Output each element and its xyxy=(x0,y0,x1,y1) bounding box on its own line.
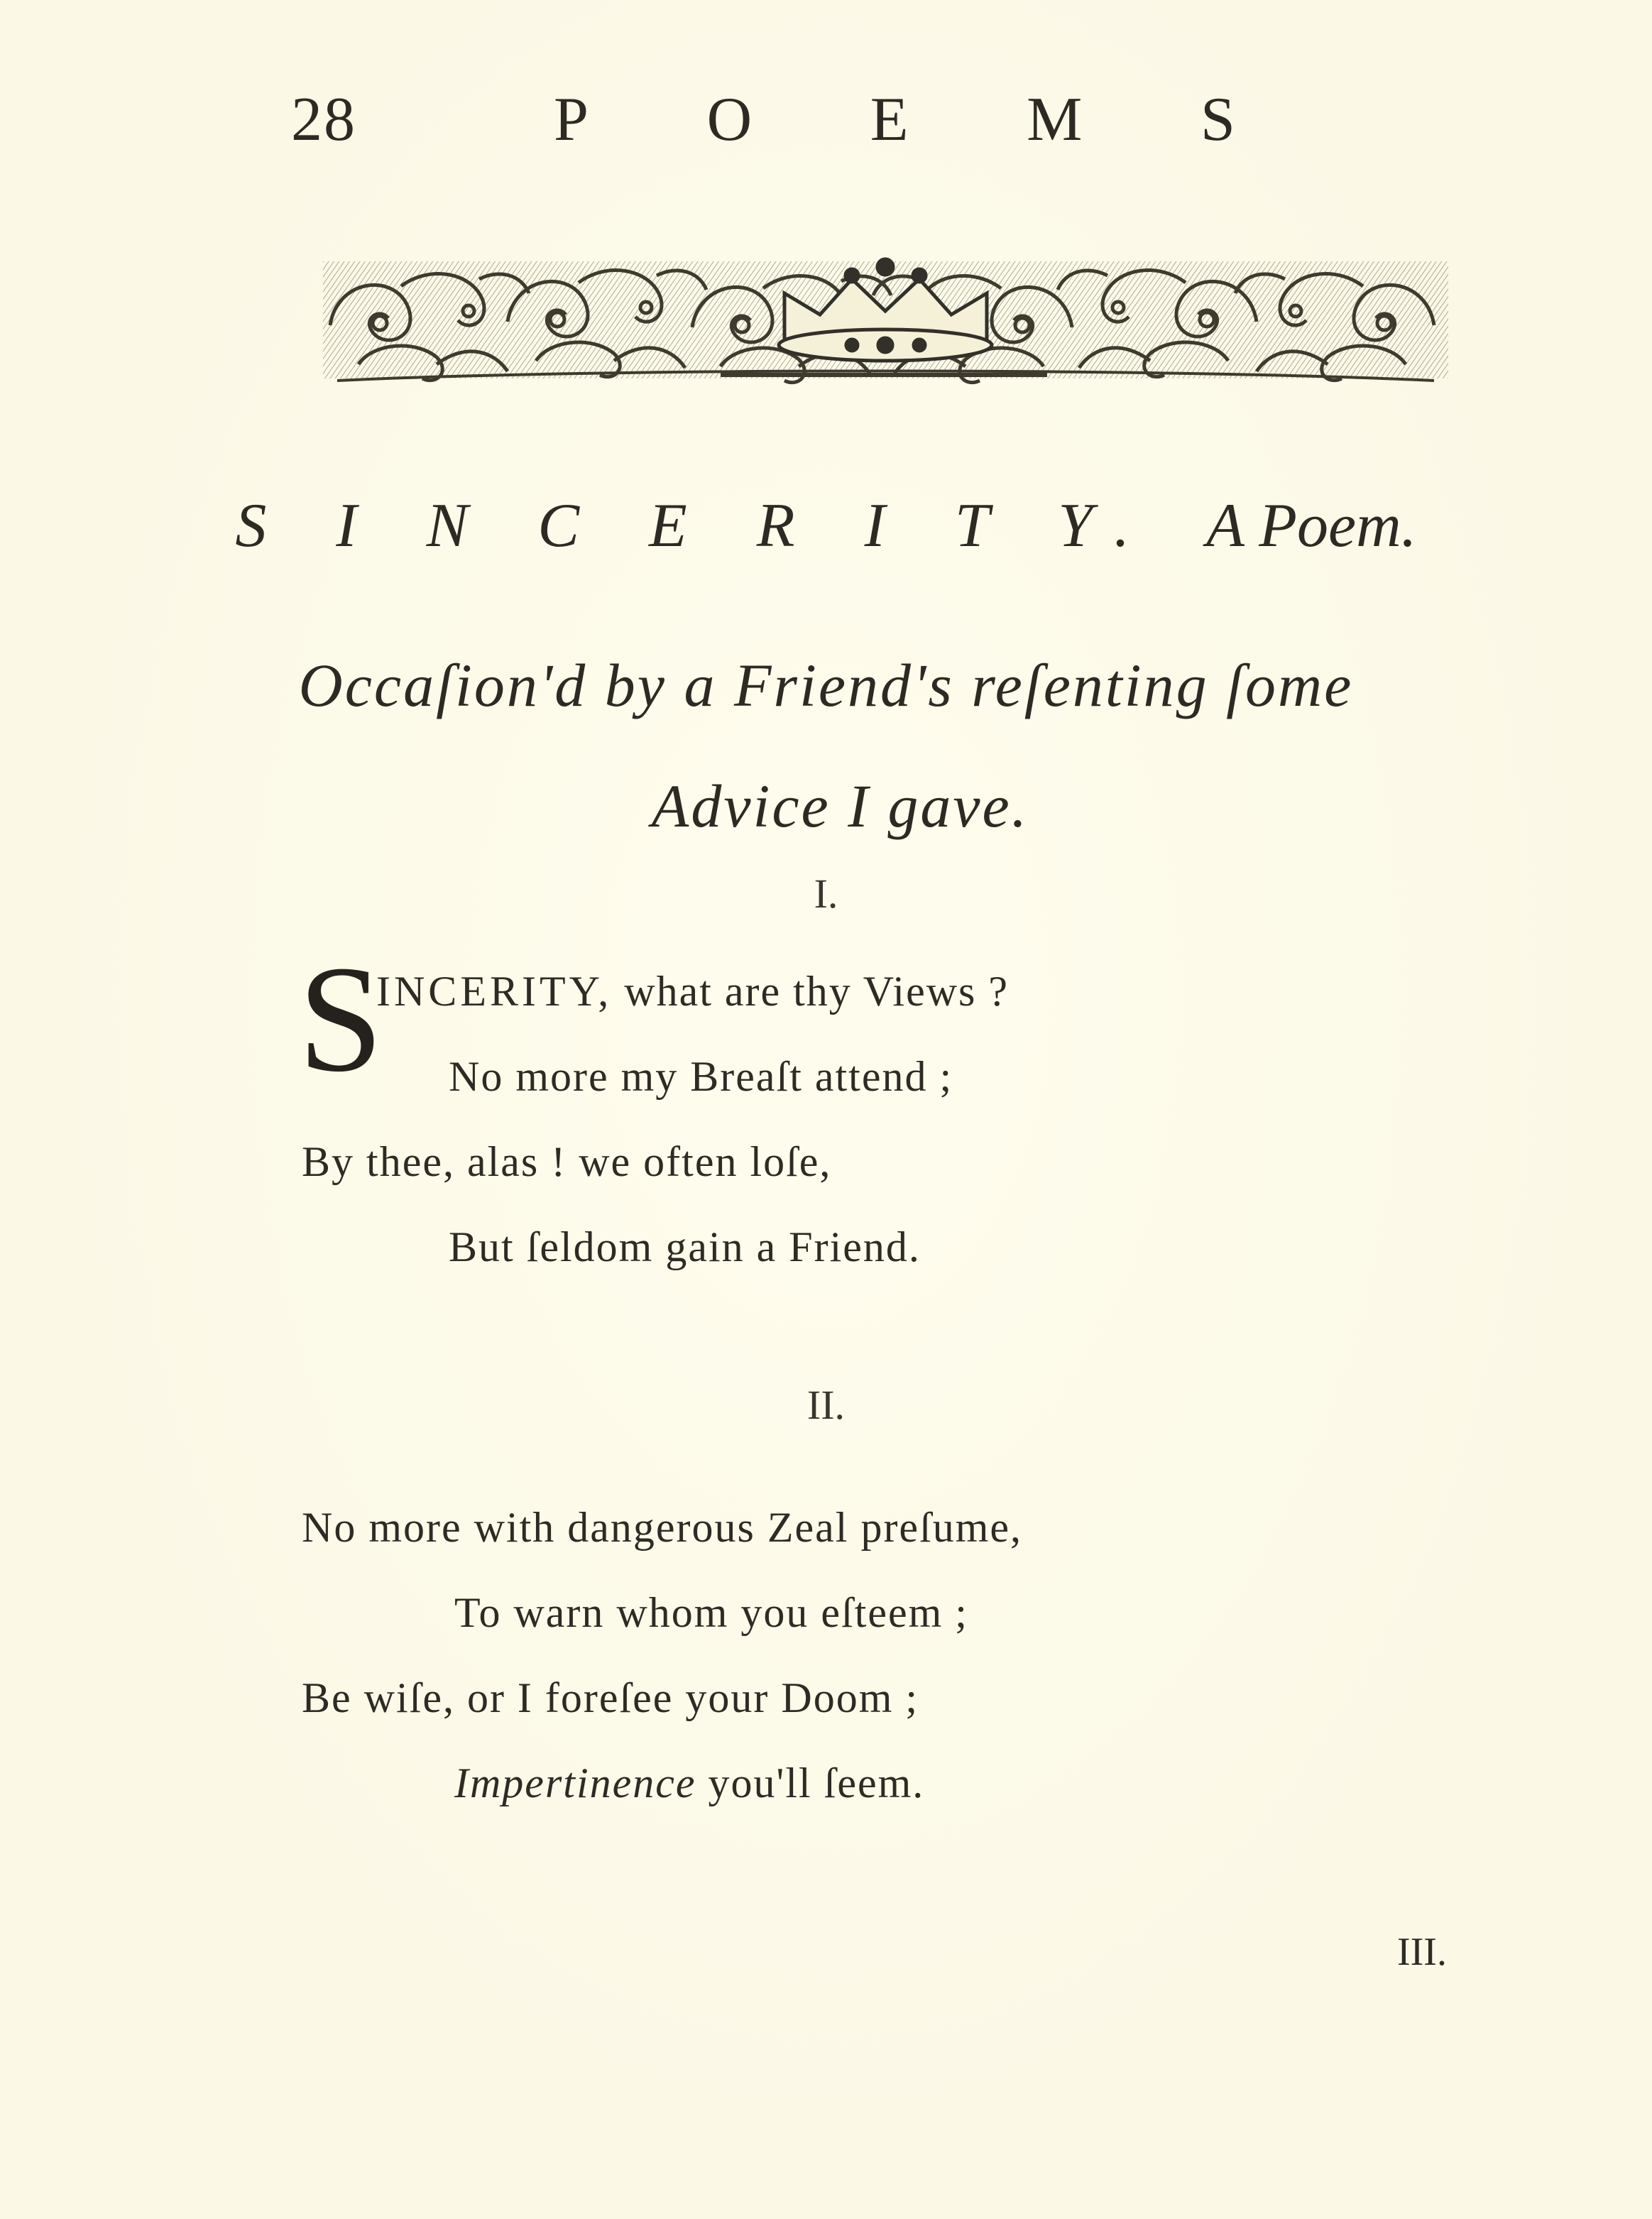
running-title xyxy=(554,84,1235,156)
stanza-number: II. xyxy=(806,1382,846,1428)
page-number: 28 xyxy=(291,85,356,154)
verse-text: what are thy Views ? xyxy=(612,968,1010,1015)
drop-cap: S xyxy=(298,934,383,1103)
verse-text: you'll ſeem. xyxy=(696,1760,925,1806)
running-title-letter: E xyxy=(870,85,909,154)
poem-title xyxy=(0,490,1652,562)
running-title-letter: P xyxy=(554,85,589,154)
running-title-letter: M xyxy=(1027,85,1083,154)
poem-title-subtitle: A Poem. xyxy=(1206,491,1417,560)
stanza-number: I. xyxy=(814,871,838,917)
occasion-line-1: Occaſion'd by a Friend's reſenting ſome xyxy=(298,651,1354,719)
verse-italic: Impertinence xyxy=(454,1760,696,1806)
verse-line: By thee, alas ! we often loſe, xyxy=(302,1138,832,1185)
running-title-letter: S xyxy=(1200,85,1235,154)
verse-caps: INCERITY, xyxy=(376,968,613,1015)
occasion-line-2: Advice I gave. xyxy=(651,772,1029,840)
verse-line: Be wiſe, or I foreſee your Doom ; xyxy=(302,1674,919,1721)
poem-title-main: S I N C E R I T Y. xyxy=(235,491,1157,560)
verse-line xyxy=(376,967,1009,1016)
verse-line: To warn whom you eſteem ; xyxy=(454,1589,968,1636)
verse-line: No more with dangerous Zeal preſume, xyxy=(302,1504,1023,1551)
verse-line: But ſeldom gain a Friend. xyxy=(449,1223,921,1270)
running-title-letter: O xyxy=(706,85,753,154)
verse-line: No more my Breaſt attend ; xyxy=(449,1053,953,1100)
verse-line xyxy=(454,1759,924,1808)
catchword: III. xyxy=(1397,1930,1447,1974)
running-head xyxy=(291,84,1235,155)
ornamental-headpiece xyxy=(323,254,1448,389)
poem-occasion xyxy=(0,625,1652,866)
